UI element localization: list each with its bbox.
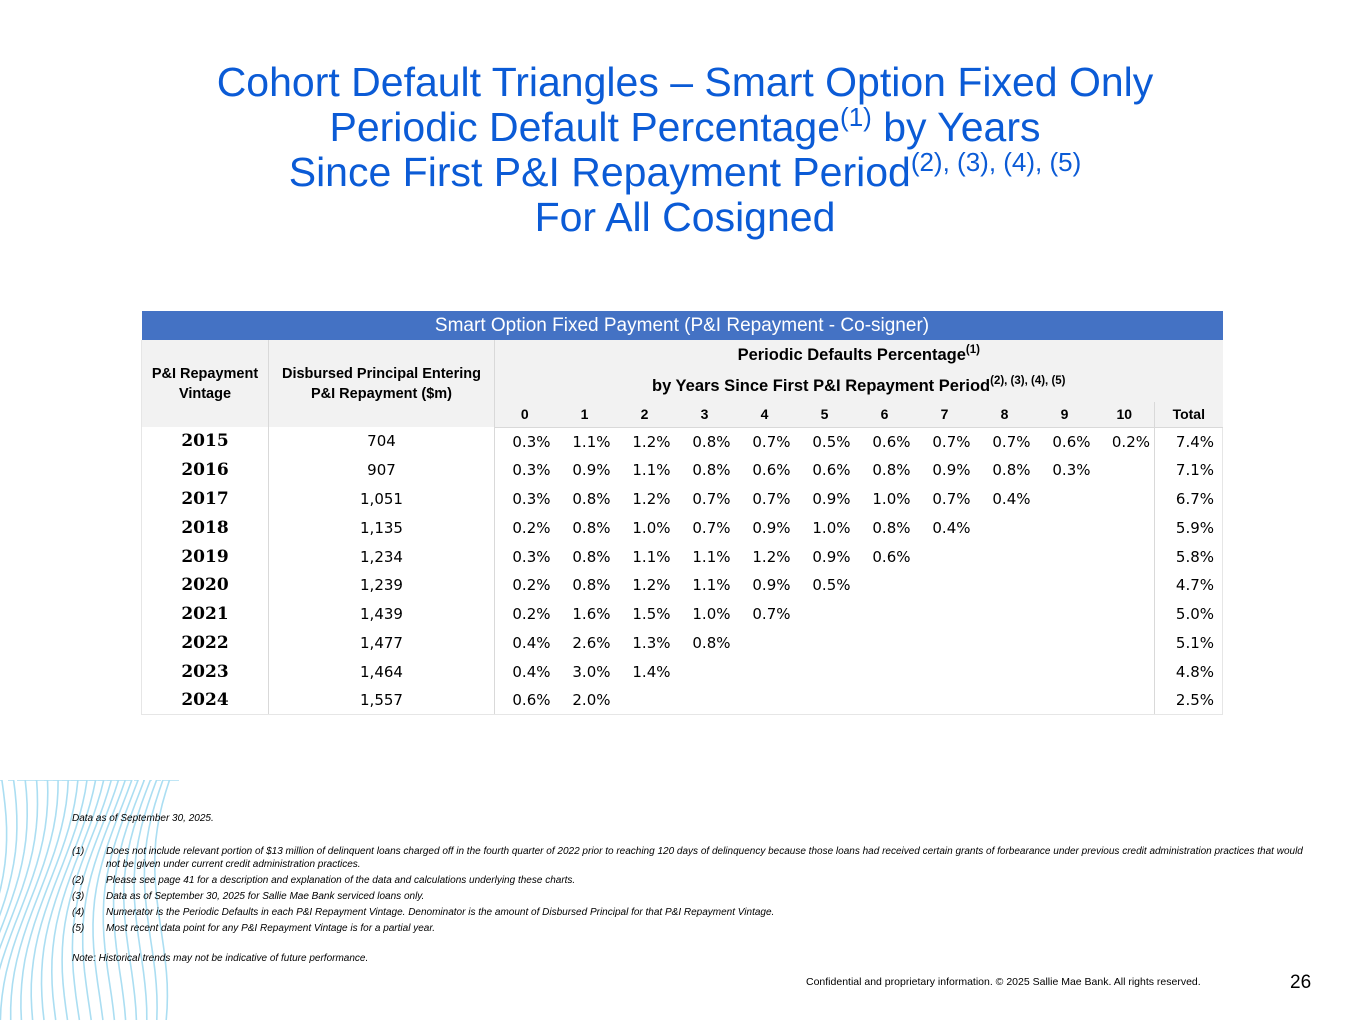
default-pct-cell: 1.1% bbox=[632, 547, 671, 566]
total-cell: 5.9% bbox=[1155, 513, 1223, 542]
cohort-default-table bbox=[141, 311, 1223, 715]
default-pct-cell: 1.5% bbox=[632, 605, 671, 624]
year-header-8: 8 bbox=[975, 402, 1035, 427]
default-pct-cell: 0.8% bbox=[692, 461, 731, 480]
total-cell: 5.1% bbox=[1155, 629, 1223, 658]
table-row bbox=[142, 686, 1223, 715]
title-line-4: For All Cosigned bbox=[534, 194, 836, 240]
total-cell: 4.8% bbox=[1155, 657, 1223, 686]
default-pct-cell bbox=[1095, 686, 1155, 715]
default-pct-cell: 0.7% bbox=[752, 489, 791, 508]
principal-cell: 1,439 bbox=[269, 600, 495, 629]
default-pct-cell bbox=[675, 686, 735, 715]
total-cell: 6.7% bbox=[1155, 485, 1223, 514]
default-pct-cell bbox=[1095, 513, 1155, 542]
default-pct-cell: 1.0% bbox=[632, 518, 671, 537]
footnote-text: Does not include relevant portion of $13 million of delinquent loans charged off in the fourth quarter of 2022 prior to reaching 120 days of delinquency because those loans had received certain grants of forbearance under previous credit administration practices that would not be given under current credit administration practices. bbox=[106, 846, 1303, 870]
total-header: Total bbox=[1155, 402, 1223, 427]
default-pct-cell: 0.7% bbox=[992, 432, 1031, 451]
total-cell: 5.8% bbox=[1155, 542, 1223, 571]
default-pct-cell: 0.9% bbox=[812, 547, 851, 566]
principal-cell: 1,051 bbox=[269, 485, 495, 514]
default-pct-cell bbox=[735, 657, 795, 686]
default-pct-cell: 1.3% bbox=[632, 633, 671, 652]
total-cell: 5.0% bbox=[1155, 600, 1223, 629]
default-pct-cell: 0.9% bbox=[572, 461, 611, 480]
default-pct-cell bbox=[1035, 629, 1095, 658]
default-pct-cell bbox=[735, 686, 795, 715]
table-row bbox=[142, 513, 1223, 542]
footnote-item bbox=[72, 906, 1312, 919]
vintage-cell: 2024 bbox=[142, 686, 269, 715]
default-pct-cell: 0.6% bbox=[812, 461, 851, 480]
default-pct-cell bbox=[795, 686, 855, 715]
table-body bbox=[142, 427, 1223, 715]
periodic-header-line-2-ref: (2), (3), (4), (5) bbox=[990, 375, 1066, 387]
default-pct-cell: 0.9% bbox=[752, 576, 791, 595]
periodic-header-line-2 bbox=[495, 371, 1223, 402]
default-pct-cell: 0.8% bbox=[992, 461, 1031, 480]
default-pct-cell: 0.8% bbox=[872, 461, 911, 480]
default-pct-cell bbox=[975, 542, 1035, 571]
default-pct-cell bbox=[1095, 542, 1155, 571]
default-pct-cell: 0.6% bbox=[872, 432, 911, 451]
default-pct-cell: 1.2% bbox=[752, 547, 791, 566]
vintage-cell: 2015 bbox=[142, 427, 269, 456]
default-pct-cell: 1.0% bbox=[812, 518, 851, 537]
default-pct-cell bbox=[975, 629, 1035, 658]
default-pct-cell: 0.9% bbox=[812, 489, 851, 508]
footnote-item bbox=[72, 874, 1312, 887]
default-pct-cell bbox=[855, 686, 915, 715]
default-pct-cell: 0.8% bbox=[872, 518, 911, 537]
default-pct-cell: 1.0% bbox=[692, 605, 731, 624]
default-pct-cell: 0.7% bbox=[692, 518, 731, 537]
default-pct-cell: 0.4% bbox=[932, 518, 971, 537]
default-pct-cell: 1.1% bbox=[632, 461, 671, 480]
default-pct-cell bbox=[795, 657, 855, 686]
default-pct-cell: 0.8% bbox=[692, 633, 731, 652]
vintage-cell: 2016 bbox=[142, 456, 269, 485]
column-header-principal-text: Disbursed Principal Entering P&I Repayment ($m) bbox=[281, 365, 481, 402]
wave-line bbox=[11, 780, 68, 1020]
title-line-3-text: Since First P&I Repayment Period bbox=[288, 149, 911, 195]
column-header-periodic bbox=[495, 340, 1223, 402]
default-pct-cell: 1.2% bbox=[632, 489, 671, 508]
principal-cell: 1,464 bbox=[269, 657, 495, 686]
year-header-4: 4 bbox=[735, 402, 795, 427]
default-pct-cell bbox=[975, 657, 1035, 686]
default-pct-cell: 0.6% bbox=[872, 547, 911, 566]
vintage-cell: 2018 bbox=[142, 513, 269, 542]
periodic-header-line-1-text: Periodic Defaults Percentage bbox=[737, 346, 966, 364]
vintage-cell: 2021 bbox=[142, 600, 269, 629]
default-pct-cell bbox=[1095, 485, 1155, 514]
footnote-number: (5) bbox=[72, 923, 85, 934]
footnote-number: (2) bbox=[72, 875, 85, 886]
default-pct-cell: 0.9% bbox=[932, 461, 971, 480]
default-pct-cell: 1.2% bbox=[632, 576, 671, 595]
year-header-6: 6 bbox=[855, 402, 915, 427]
principal-cell: 704 bbox=[269, 427, 495, 456]
year-header-1: 1 bbox=[555, 402, 615, 427]
default-pct-cell: 0.3% bbox=[512, 461, 551, 480]
default-pct-cell: 3.0% bbox=[572, 662, 611, 681]
default-pct-cell: 0.8% bbox=[572, 518, 611, 537]
default-pct-cell bbox=[975, 686, 1035, 715]
table-row bbox=[142, 456, 1223, 485]
column-header-principal bbox=[269, 340, 495, 427]
total-cell: 4.7% bbox=[1155, 571, 1223, 600]
default-pct-cell bbox=[1035, 513, 1095, 542]
default-pct-cell: 0.6% bbox=[495, 686, 555, 715]
principal-cell: 1,557 bbox=[269, 686, 495, 715]
footnote-text: Please see page 41 for a description and explanation of the data and calculations underlying these charts. bbox=[106, 875, 576, 886]
default-pct-cell bbox=[855, 657, 915, 686]
default-pct-cell bbox=[795, 600, 855, 629]
title-line-2 bbox=[0, 102, 1365, 150]
default-pct-cell bbox=[855, 600, 915, 629]
title-line-2-text: Periodic Default Percentage bbox=[329, 104, 841, 150]
default-pct-cell: 0.7% bbox=[692, 489, 731, 508]
default-pct-cell bbox=[975, 600, 1035, 629]
principal-cell: 1,239 bbox=[269, 571, 495, 600]
footnote-item bbox=[72, 922, 1312, 935]
default-pct-cell: 0.4% bbox=[512, 662, 551, 681]
footnote-text: Numerator is the Periodic Defaults in each P&I Repayment Vintage. Denominator is the amount of Disbursed Principal for that P&I Repayment Vintage. bbox=[106, 907, 775, 918]
principal-cell: 907 bbox=[269, 456, 495, 485]
default-pct-cell: 2.0% bbox=[555, 686, 615, 715]
default-pct-cell: 0.5% bbox=[812, 432, 851, 451]
default-pct-cell bbox=[1035, 657, 1095, 686]
default-pct-cell: 1.6% bbox=[572, 605, 611, 624]
default-pct-cell bbox=[795, 629, 855, 658]
default-pct-cell: 0.3% bbox=[1052, 461, 1091, 480]
default-pct-cell: 0.4% bbox=[512, 633, 551, 652]
default-pct-cell: 0.2% bbox=[512, 576, 551, 595]
footnote-number: (1) bbox=[72, 846, 85, 857]
vintage-cell: 2022 bbox=[142, 629, 269, 658]
default-pct-cell: 0.5% bbox=[812, 576, 851, 595]
default-pct-cell: 0.9% bbox=[752, 518, 791, 537]
table-row bbox=[142, 427, 1223, 456]
default-pct-cell bbox=[1035, 686, 1095, 715]
column-header-vintage-text: P&I Repayment Vintage bbox=[151, 365, 259, 402]
default-pct-cell: 1.1% bbox=[692, 576, 731, 595]
title-line-1: Cohort Default Triangles – Smart Option Fixed Only bbox=[216, 59, 1154, 105]
footnote-item bbox=[72, 845, 1312, 871]
default-pct-cell bbox=[675, 657, 735, 686]
footnote-as-of: Data as of September 30, 2025. bbox=[72, 813, 214, 824]
default-pct-cell bbox=[915, 571, 975, 600]
year-header-10: 10 bbox=[1095, 402, 1155, 427]
default-pct-cell bbox=[1035, 571, 1095, 600]
default-pct-cell: 0.8% bbox=[572, 547, 611, 566]
footnote-note: Note: Historical trends may not be indicative of future performance. bbox=[72, 953, 369, 964]
default-pct-cell bbox=[1035, 542, 1095, 571]
default-pct-cell: 0.7% bbox=[752, 432, 791, 451]
default-pct-cell bbox=[1095, 600, 1155, 629]
default-pct-cell: 0.2% bbox=[512, 518, 551, 537]
default-pct-cell bbox=[735, 629, 795, 658]
default-pct-cell: 0.2% bbox=[1111, 432, 1150, 451]
default-pct-cell: 0.4% bbox=[992, 489, 1031, 508]
footnotes bbox=[72, 812, 1312, 965]
default-pct-cell: 0.3% bbox=[512, 432, 551, 451]
vintage-cell: 2020 bbox=[142, 571, 269, 600]
principal-cell: 1,135 bbox=[269, 513, 495, 542]
default-pct-cell bbox=[855, 571, 915, 600]
default-pct-cell: 0.3% bbox=[512, 547, 551, 566]
default-pct-cell bbox=[1095, 629, 1155, 658]
footnote-number: (4) bbox=[72, 907, 85, 918]
default-pct-cell: 0.7% bbox=[752, 605, 791, 624]
default-pct-cell bbox=[975, 513, 1035, 542]
default-pct-cell bbox=[1095, 657, 1155, 686]
vintage-cell: 2023 bbox=[142, 657, 269, 686]
default-pct-cell: 0.7% bbox=[932, 489, 971, 508]
default-pct-cell bbox=[975, 571, 1035, 600]
slide-title bbox=[0, 60, 1365, 240]
periodic-header-line-1 bbox=[495, 340, 1223, 371]
default-pct-cell: 2.6% bbox=[572, 633, 611, 652]
default-pct-cell: 1.4% bbox=[632, 662, 671, 681]
wave-line bbox=[0, 780, 17, 1020]
default-pct-cell bbox=[1035, 600, 1095, 629]
default-pct-cell bbox=[915, 657, 975, 686]
default-pct-cell: 1.1% bbox=[692, 547, 731, 566]
default-pct-cell bbox=[915, 629, 975, 658]
year-header-9: 9 bbox=[1035, 402, 1095, 427]
footnote-text: Most recent data point for any P&I Repayment Vintage is for a partial year. bbox=[106, 923, 436, 934]
default-pct-cell: 0.8% bbox=[572, 576, 611, 595]
table-row bbox=[142, 657, 1223, 686]
footnote-list bbox=[72, 845, 1312, 935]
periodic-header-line-1-ref: (1) bbox=[965, 344, 980, 356]
default-pct-cell: 0.3% bbox=[512, 489, 551, 508]
default-pct-cell bbox=[915, 686, 975, 715]
default-pct-cell: 1.0% bbox=[872, 489, 911, 508]
default-pct-cell: 0.7% bbox=[932, 432, 971, 451]
periodic-header-line-2-text: by Years Since First P&I Repayment Period bbox=[652, 377, 991, 395]
year-header-7: 7 bbox=[915, 402, 975, 427]
table-row bbox=[142, 542, 1223, 571]
default-pct-cell bbox=[915, 542, 975, 571]
default-pct-cell bbox=[855, 629, 915, 658]
title-line-2-footnote-ref: (1) bbox=[840, 102, 872, 132]
default-pct-cell: 0.2% bbox=[512, 605, 551, 624]
default-pct-cell bbox=[1095, 571, 1155, 600]
default-pct-cell bbox=[915, 600, 975, 629]
title-line-3 bbox=[0, 147, 1365, 195]
default-pct-cell: 0.8% bbox=[692, 432, 731, 451]
year-header-5: 5 bbox=[795, 402, 855, 427]
total-cell: 7.4% bbox=[1155, 427, 1223, 456]
total-cell: 2.5% bbox=[1155, 686, 1223, 715]
footnote-text: Data as of September 30, 2025 for Sallie Mae Bank serviced loans only. bbox=[106, 891, 425, 902]
page-number: 26 bbox=[1290, 972, 1312, 993]
default-pct-cell bbox=[1095, 456, 1155, 485]
table-row bbox=[142, 571, 1223, 600]
principal-cell: 1,477 bbox=[269, 629, 495, 658]
table-row bbox=[142, 629, 1223, 658]
default-pct-cell: 1.2% bbox=[632, 432, 671, 451]
title-line-2-end: by Years bbox=[871, 104, 1041, 150]
year-header-0: 0 bbox=[495, 402, 555, 427]
table-banner: Smart Option Fixed Payment (P&I Repayment - Co-signer) bbox=[142, 311, 1223, 340]
table-row bbox=[142, 600, 1223, 629]
vintage-cell: 2019 bbox=[142, 542, 269, 571]
table-row bbox=[142, 485, 1223, 514]
total-cell: 7.1% bbox=[1155, 456, 1223, 485]
column-header-vintage bbox=[142, 340, 269, 427]
default-pct-cell: 0.8% bbox=[572, 489, 611, 508]
title-line-3-footnote-ref: (2), (3), (4), (5) bbox=[910, 147, 1082, 177]
year-header-2: 2 bbox=[615, 402, 675, 427]
default-pct-cell: 0.6% bbox=[752, 461, 791, 480]
footnote-number: (3) bbox=[72, 891, 85, 902]
confidential-notice: Confidential and proprietary information. © 2025 Sallie Mae Bank. All rights reserved. bbox=[806, 976, 1201, 988]
default-pct-cell: 1.1% bbox=[572, 432, 611, 451]
default-pct-cell: 0.6% bbox=[1052, 432, 1091, 451]
vintage-cell: 2017 bbox=[142, 485, 269, 514]
wave-line bbox=[0, 780, 48, 1020]
default-pct-cell bbox=[1035, 485, 1095, 514]
principal-cell: 1,234 bbox=[269, 542, 495, 571]
footnote-item bbox=[72, 890, 1312, 903]
year-header-3: 3 bbox=[675, 402, 735, 427]
default-pct-cell bbox=[615, 686, 675, 715]
